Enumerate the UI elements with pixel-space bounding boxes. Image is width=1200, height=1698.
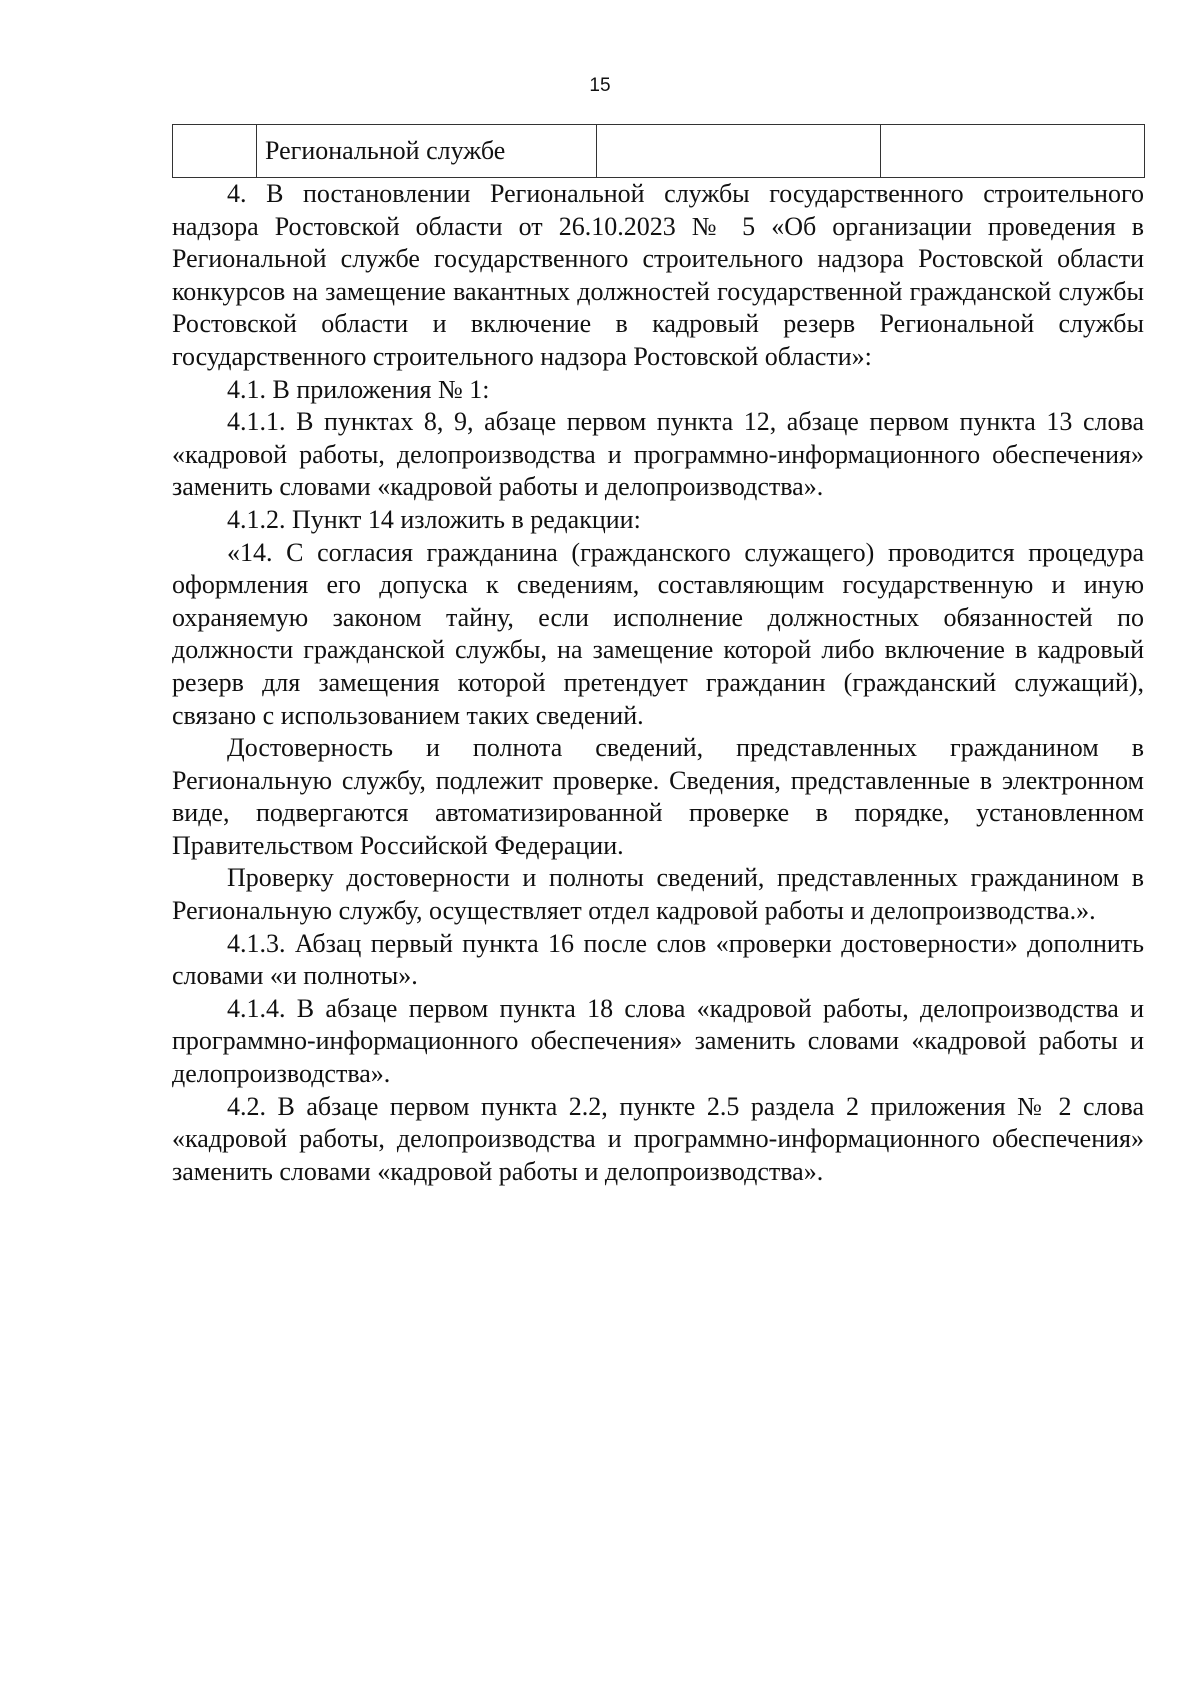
paragraph-clause-14-verification: Достоверность и полнота сведений, представленных гражданином в Региональную службу, подлежит проверке. Сведения, представленные в электронном виде, подвергаются автоматизированной проверке в порядке, установленном Правительством Российской Федерации. [172, 733, 1144, 860]
table-cell [173, 125, 257, 178]
paragraph-item-4-1: 4.1. В приложения № 1: [227, 374, 490, 404]
paragraph-item-4-1-2: 4.1.2. Пункт 14 изложить в редакции: [227, 504, 641, 534]
paragraph-item-4-1-1: 4.1.1. В пунктах 8, 9, абзаце первом пункта 12, абзаце первом пункта 13 слова «кадровой работы, делопроизводства и программно-информационного обеспечения» заменить словами «кадровой работы и делопроизводства». [172, 407, 1144, 502]
table-cell [881, 125, 1145, 178]
paragraph-item-4-2: 4.2. В абзаце первом пункта 2.2, пункте 2.5 раздела 2 приложения № 2 слова «кадровой работы, делопроизводства и программно-информационного обеспечения» заменить словами «кадровой работы и делопроизводства». [172, 1091, 1144, 1186]
paragraph-clause-14: «14. С согласия гражданина (гражданского служащего) проводится процедура оформления его допуска к сведениям, составляющим государственную и иную охраняемую законом тайну, если исполнение должностных обязанностей по должности гражданской службы, на замещение которой либо включение в кадровый резерв для замещения которой претендует гражданин (гражданский служащий), связано с использованием таких сведений. [172, 537, 1144, 730]
page-number: 15 [589, 75, 611, 96]
continued-table [172, 124, 1145, 178]
table-cell: Региональной службе [257, 125, 597, 178]
paragraph-clause-14-responsible: Проверку достоверности и полноты сведений, представленных гражданином в Региональную службу, осуществляет отдел кадровой работы и делопроизводства.». [172, 863, 1144, 926]
document-body [172, 178, 1144, 1188]
paragraph-item-4-1-4: 4.1.4. В абзаце первом пункта 18 слова «кадровой работы, делопроизводства и программно-информационного обеспечения» заменить словами «кадровой работы и делопроизводства». [172, 993, 1144, 1089]
paragraph-item-4: 4. В постановлении Региональной службы государственного строительного надзора Ростовской области от 26.10.2023 № 5 «Об организации проведения в Региональной службе государственного строительного надзора Ростовской области конкурсов на замещение вакантных должностей государственной гражданской службы Ростовской области и включение в кадровый резерв Региональной службы государственного строительного надзора Ростовской области»: [172, 179, 1144, 371]
table-cell [597, 125, 881, 178]
paragraph-item-4-1-3: 4.1.3. Абзац первый пункта 16 после слов «проверки достоверности» дополнить словами «и полноты». [172, 928, 1144, 991]
table-row [173, 125, 1145, 178]
